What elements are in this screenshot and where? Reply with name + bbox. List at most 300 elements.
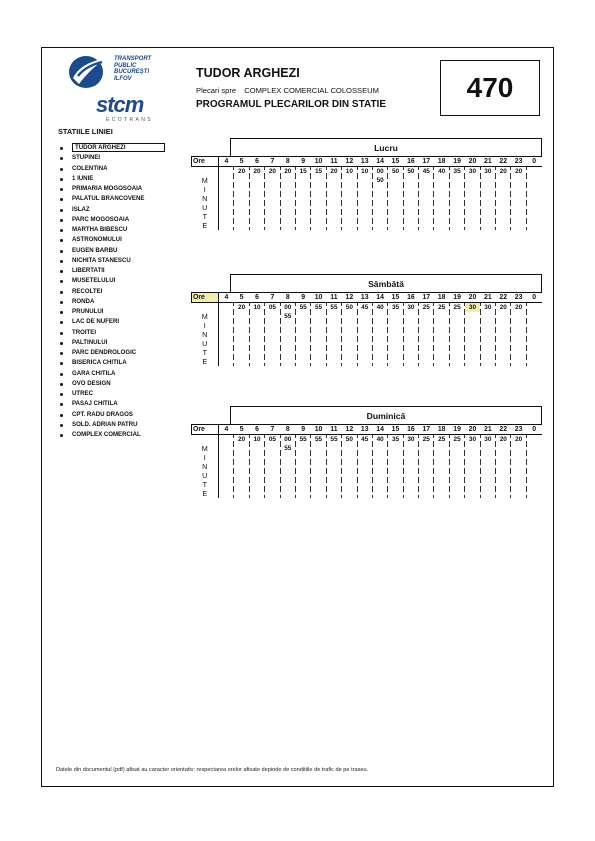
minute-cell: 55 <box>295 435 310 445</box>
minute-cell: 50 <box>388 167 403 177</box>
departures-table <box>191 424 542 502</box>
minute-cell <box>311 489 326 498</box>
minute-cell <box>342 462 357 471</box>
minute-cell <box>295 348 310 357</box>
minute-cell <box>480 462 495 471</box>
minute-cell <box>526 303 542 313</box>
minute-cell <box>357 480 372 489</box>
minute-cell <box>388 203 403 212</box>
minute-cell <box>280 321 295 330</box>
minute-cell <box>342 312 357 321</box>
minute-cell: 20 <box>234 435 249 445</box>
minute-cell <box>434 194 449 203</box>
hour-cell: 18 <box>434 293 449 303</box>
minute-cell: 40 <box>372 435 387 445</box>
minute-cell <box>511 453 526 462</box>
minute-cell <box>403 185 418 194</box>
minute-cell <box>357 185 372 194</box>
table-bottom-spacer <box>192 366 543 370</box>
minute-cell <box>496 348 511 357</box>
minute-cell <box>249 330 264 339</box>
minutes-row <box>192 480 543 489</box>
minute-cell <box>311 471 326 480</box>
minutes-row <box>192 303 543 313</box>
stop-name: TUDOR ARGHEZI <box>196 66 300 80</box>
minute-cell: 15 <box>311 167 326 177</box>
minute-cell <box>219 185 234 194</box>
minute-cell <box>372 357 387 366</box>
direction-destination: COMPLEX COMERCIAL COLOSSEUM <box>244 86 379 95</box>
station-name: TUDOR ARGHEZI <box>72 143 165 152</box>
minute-cell: 35 <box>449 167 464 177</box>
minute-cell <box>372 321 387 330</box>
minute-cell <box>526 212 542 221</box>
minute-cell <box>511 312 526 321</box>
station-name: NICHITA STANESCU <box>72 256 131 264</box>
minute-cell <box>449 312 464 321</box>
minute-cell <box>249 176 264 185</box>
brand-wordmark: stcm <box>96 92 144 117</box>
minute-cell <box>449 348 464 357</box>
minute-cell: 20 <box>280 167 295 177</box>
minute-cell <box>526 330 542 339</box>
minute-cell <box>249 357 264 366</box>
minute-cell <box>388 471 403 480</box>
minute-cell <box>449 330 464 339</box>
station-item <box>58 153 165 163</box>
minute-cell: 35 <box>388 435 403 445</box>
minute-cell <box>526 435 542 445</box>
minute-cell <box>234 489 249 498</box>
minute-cell <box>234 203 249 212</box>
minute-cell <box>465 312 480 321</box>
minute-cell <box>511 462 526 471</box>
minute-cell <box>480 185 495 194</box>
minute-cell <box>526 185 542 194</box>
minute-cell <box>219 435 234 445</box>
hour-cell: 5 <box>234 157 249 167</box>
hour-cell: 0 <box>526 157 542 167</box>
timetable-sheet <box>41 47 554 787</box>
station-item <box>58 287 165 297</box>
minute-cell <box>372 444 387 453</box>
minute-cell <box>219 194 234 203</box>
hour-cell: 8 <box>280 157 295 167</box>
minute-cell <box>326 185 341 194</box>
minute-cell <box>419 357 434 366</box>
timetable-sunday <box>191 406 542 502</box>
minutes-label-letter: I <box>203 321 206 330</box>
minute-cell <box>496 444 511 453</box>
minutes-row <box>192 444 543 453</box>
minute-cell <box>403 312 418 321</box>
minute-cell <box>265 185 280 194</box>
minute-cell <box>219 321 234 330</box>
minute-cell <box>249 321 264 330</box>
minute-cell: 20 <box>234 303 249 313</box>
stcm-logo <box>66 54 186 124</box>
minute-cell <box>511 444 526 453</box>
minute-cell <box>434 471 449 480</box>
minute-cell <box>388 312 403 321</box>
minute-cell <box>372 330 387 339</box>
minute-cell <box>465 462 480 471</box>
minute-cell <box>219 312 234 321</box>
minute-cell <box>511 471 526 480</box>
minute-cell: 20 <box>511 435 526 445</box>
station-item <box>58 317 165 327</box>
minute-cell <box>357 221 372 230</box>
minute-cell <box>434 312 449 321</box>
minutes-label-letter <box>192 435 219 445</box>
minute-cell <box>419 480 434 489</box>
minute-cell: 50 <box>342 303 357 313</box>
minute-cell <box>357 462 372 471</box>
minute-cell <box>326 330 341 339</box>
minute-cell <box>388 489 403 498</box>
station-name: CPT. RADU DRAGOS <box>72 410 133 418</box>
hour-cell: 23 <box>511 425 526 435</box>
minute-cell <box>265 471 280 480</box>
minute-cell <box>403 348 418 357</box>
minute-cell <box>465 489 480 498</box>
minute-cell <box>326 462 341 471</box>
brand-tagline: ECOTRANS <box>106 117 153 123</box>
minute-cell <box>357 312 372 321</box>
hour-cell: 9 <box>295 293 310 303</box>
minute-cell <box>326 348 341 357</box>
minute-cell <box>234 194 249 203</box>
station-name: RECOLTEI <box>72 287 103 295</box>
minute-cell <box>280 357 295 366</box>
minute-cell: 25 <box>434 303 449 313</box>
hour-cell: 19 <box>449 157 464 167</box>
hour-cell: 20 <box>465 425 480 435</box>
minutes-label-letter: M <box>201 444 208 453</box>
minute-cell: 55 <box>326 303 341 313</box>
hour-cell: 13 <box>357 425 372 435</box>
minute-cell <box>434 221 449 230</box>
hour-cell: 18 <box>434 157 449 167</box>
minute-cell <box>342 321 357 330</box>
minute-cell <box>372 462 387 471</box>
minute-cell <box>449 176 464 185</box>
minute-cell <box>496 212 511 221</box>
minute-cell <box>511 489 526 498</box>
station-item <box>58 184 165 194</box>
minute-cell: 30 <box>403 303 418 313</box>
minute-cell <box>326 480 341 489</box>
minute-cell <box>342 471 357 480</box>
minute-cell <box>403 357 418 366</box>
minute-cell <box>342 330 357 339</box>
minute-cell <box>388 453 403 462</box>
minute-cell <box>403 176 418 185</box>
minute-cell <box>388 330 403 339</box>
hour-cell: 4 <box>219 293 234 303</box>
minute-cell <box>480 221 495 230</box>
minute-cell <box>357 453 372 462</box>
minute-cell <box>449 194 464 203</box>
minute-cell: 50 <box>342 435 357 445</box>
minute-cell <box>280 185 295 194</box>
station-item <box>58 266 165 276</box>
hour-cell: 17 <box>419 293 434 303</box>
minute-cell <box>403 462 418 471</box>
minute-cell <box>465 348 480 357</box>
minute-cell <box>295 212 310 221</box>
minute-cell <box>526 480 542 489</box>
minute-cell <box>311 321 326 330</box>
minute-cell <box>480 312 495 321</box>
minute-cell <box>496 339 511 348</box>
station-name: GARA CHITILA <box>72 369 116 377</box>
minute-cell <box>357 471 372 480</box>
minute-cell <box>234 185 249 194</box>
minute-cell <box>265 212 280 221</box>
station-item <box>58 164 165 174</box>
minute-cell <box>419 489 434 498</box>
minute-cell <box>295 339 310 348</box>
station-name: COMPLEX COMERCIAL <box>72 431 141 438</box>
minute-cell <box>265 444 280 453</box>
minute-cell <box>449 357 464 366</box>
minute-cell <box>311 185 326 194</box>
minute-cell <box>388 212 403 221</box>
minute-cell <box>419 321 434 330</box>
minute-cell <box>496 453 511 462</box>
minute-cell <box>372 480 387 489</box>
minutes-row <box>192 435 543 445</box>
minute-cell <box>280 453 295 462</box>
table-bottom-spacer <box>192 230 543 234</box>
minute-cell <box>434 321 449 330</box>
minute-cell <box>234 176 249 185</box>
hour-cell: 5 <box>234 293 249 303</box>
minute-cell <box>280 348 295 357</box>
station-item <box>58 358 165 368</box>
station-name: LAC DE NUFERI <box>72 318 120 326</box>
minutes-row <box>192 221 543 230</box>
minute-cell <box>511 185 526 194</box>
minute-cell <box>219 480 234 489</box>
minute-cell <box>388 176 403 185</box>
minute-cell: 50 <box>403 167 418 177</box>
minute-cell: 30 <box>480 303 495 313</box>
minute-cell <box>449 462 464 471</box>
minute-cell <box>465 194 480 203</box>
minute-cell <box>434 489 449 498</box>
minute-cell <box>496 489 511 498</box>
minute-cell <box>265 339 280 348</box>
minute-cell <box>403 453 418 462</box>
minute-cell <box>388 444 403 453</box>
minutes-label-letter: I <box>203 185 206 194</box>
minutes-row <box>192 453 543 462</box>
minute-cell <box>496 221 511 230</box>
minute-cell <box>249 185 264 194</box>
minute-cell <box>496 321 511 330</box>
hour-cell: 22 <box>496 157 511 167</box>
hours-row <box>192 425 543 435</box>
minute-cell <box>311 221 326 230</box>
minute-cell <box>511 339 526 348</box>
minute-cell <box>434 348 449 357</box>
minutes-row <box>192 471 543 480</box>
minute-cell <box>249 480 264 489</box>
minute-cell <box>265 221 280 230</box>
station-name: COLENTINA <box>72 164 108 172</box>
station-item <box>58 420 165 430</box>
minutes-label-letter: T <box>202 212 207 221</box>
minute-cell <box>357 489 372 498</box>
minute-cell <box>526 321 542 330</box>
minute-cell <box>372 312 387 321</box>
departures-table <box>191 292 542 370</box>
minute-cell <box>434 203 449 212</box>
minute-cell <box>372 471 387 480</box>
day-type-title: Sâmbătă <box>230 274 542 292</box>
minute-cell <box>342 212 357 221</box>
minute-cell <box>403 471 418 480</box>
minute-cell <box>295 471 310 480</box>
minute-cell <box>357 339 372 348</box>
minutes-row <box>192 330 543 339</box>
minute-cell <box>449 212 464 221</box>
minute-cell: 25 <box>419 435 434 445</box>
minute-cell <box>480 480 495 489</box>
minute-cell <box>465 203 480 212</box>
minute-cell <box>480 194 495 203</box>
hours-row <box>192 157 543 167</box>
table-bottom-spacer <box>192 498 543 502</box>
minute-cell <box>311 348 326 357</box>
minute-cell <box>419 444 434 453</box>
hour-cell: 9 <box>295 157 310 167</box>
minutes-row <box>192 185 543 194</box>
hour-cell: 8 <box>280 425 295 435</box>
minute-cell <box>465 176 480 185</box>
minutes-row <box>192 357 543 366</box>
hour-cell: 21 <box>480 293 495 303</box>
minute-cell: 05 <box>265 303 280 313</box>
hour-cell: 12 <box>342 425 357 435</box>
station-item <box>58 256 165 266</box>
minute-cell <box>295 321 310 330</box>
minutes-label-letter: E <box>202 489 208 498</box>
station-name: ISLAZ <box>72 205 90 213</box>
minute-cell <box>249 462 264 471</box>
minute-cell <box>265 489 280 498</box>
minute-cell <box>295 185 310 194</box>
minute-cell <box>342 348 357 357</box>
minute-cell <box>357 203 372 212</box>
hour-cell: 21 <box>480 425 495 435</box>
minute-cell <box>388 339 403 348</box>
minute-cell <box>419 330 434 339</box>
hour-cell: 8 <box>280 293 295 303</box>
minute-cell <box>357 194 372 203</box>
hour-cell: 22 <box>496 425 511 435</box>
minute-cell: 20 <box>326 167 341 177</box>
minute-cell: 20 <box>234 167 249 177</box>
minute-cell <box>280 203 295 212</box>
bus-emblem-icon <box>66 54 112 94</box>
minute-cell <box>326 312 341 321</box>
station-item <box>58 348 165 358</box>
station-item <box>58 235 165 245</box>
minute-cell <box>234 480 249 489</box>
minute-cell <box>480 444 495 453</box>
station-name: 1 IUNIE <box>72 174 94 182</box>
minute-cell <box>480 453 495 462</box>
minute-cell <box>280 339 295 348</box>
minutes-row <box>192 194 543 203</box>
minute-cell <box>403 194 418 203</box>
minute-cell <box>372 453 387 462</box>
minute-cell <box>496 462 511 471</box>
station-name: SOLD. ADRIAN PATRU <box>72 420 138 428</box>
minute-cell <box>295 462 310 471</box>
minute-cell <box>357 212 372 221</box>
minute-cell <box>234 321 249 330</box>
minute-cell <box>434 339 449 348</box>
minute-cell <box>526 489 542 498</box>
minute-cell <box>219 453 234 462</box>
minute-cell <box>403 212 418 221</box>
hour-cell: 6 <box>249 425 264 435</box>
minute-cell <box>511 203 526 212</box>
hour-cell: 18 <box>434 425 449 435</box>
day-type-title: Lucru <box>230 138 542 156</box>
direction <box>196 86 379 95</box>
minute-cell <box>434 453 449 462</box>
minute-cell <box>219 203 234 212</box>
hour-cell: 11 <box>326 425 341 435</box>
hour-cell: 16 <box>403 157 418 167</box>
hour-cell: 20 <box>465 157 480 167</box>
minute-cell: 45 <box>357 303 372 313</box>
minute-cell <box>326 203 341 212</box>
minute-cell <box>480 348 495 357</box>
hour-cell: 15 <box>388 157 403 167</box>
minutes-label-letter: U <box>202 471 208 480</box>
minute-cell <box>511 330 526 339</box>
minute-cell <box>357 444 372 453</box>
hour-cell: 16 <box>403 293 418 303</box>
station-item <box>58 174 165 184</box>
minute-cell <box>280 194 295 203</box>
minute-cell <box>311 194 326 203</box>
minute-cell: 55 <box>295 303 310 313</box>
station-name: PRUNULUI <box>72 308 104 315</box>
station-item <box>58 389 165 399</box>
minute-cell <box>449 453 464 462</box>
minute-cell <box>234 212 249 221</box>
hour-cell: 7 <box>265 157 280 167</box>
station-item <box>58 194 165 204</box>
minute-cell <box>526 339 542 348</box>
minutes-row <box>192 339 543 348</box>
hour-cell: 15 <box>388 425 403 435</box>
minute-cell <box>465 185 480 194</box>
station-item <box>58 430 165 440</box>
minutes-label-letter: T <box>202 348 207 357</box>
station-name: PALTINULUI <box>72 338 108 346</box>
minutes-row <box>192 176 543 185</box>
minute-cell <box>496 194 511 203</box>
minute-cell: 45 <box>419 167 434 177</box>
